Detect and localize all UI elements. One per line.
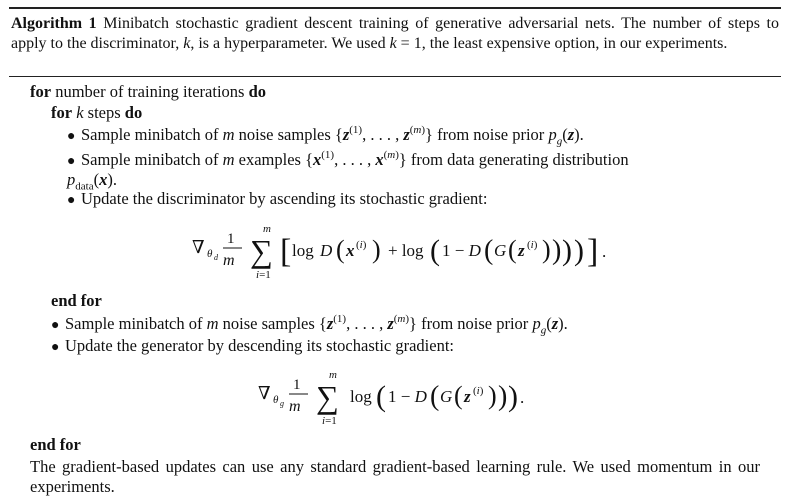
outer-end-for <box>30 435 81 455</box>
svg-text:(: ( <box>430 381 440 412</box>
svg-text:∇: ∇ <box>258 383 271 403</box>
svg-text:g: g <box>280 399 284 408</box>
bullet-sample-examples-cont: $p_{data}(x)$. <box>67 170 117 193</box>
keyword-do: do <box>124 103 143 122</box>
svg-text:1 − D: 1 − D <box>442 241 481 260</box>
algorithm-caption-text: Minibatch stochastic gradient descent training of generative adversarial nets. The number of steps to apply to the discriminator, k, is a hyperparameter. We used k = 1, the least expensive option, in our experiments. <box>11 15 780 52</box>
bullet-update-generator <box>51 336 454 358</box>
svg-text:m: m <box>223 252 235 269</box>
caption-rule <box>9 76 781 77</box>
svg-text:]: ] <box>587 233 599 270</box>
svg-text:θ: θ <box>207 248 213 260</box>
discriminator-gradient-formula <box>192 220 652 286</box>
keyword-do: do <box>248 82 267 101</box>
svg-text:(i): (i) <box>473 385 484 397</box>
svg-text:i=1: i=1 <box>322 415 337 427</box>
algorithm-label: Algorithm 1 <box>11 15 97 32</box>
update-generator-text: Update the generator by descending its stochastic gradient: <box>65 336 454 355</box>
bullet-sample-noise-d: ● Sample minibatch of m noise samples {$z^{(1)}$, . . . , $z^{(m)}$} from noise prior $p_g(z)$. <box>67 123 584 148</box>
top-rule <box>9 7 781 9</box>
keyword-end-for: end for <box>51 291 102 310</box>
svg-text:1: 1 <box>227 231 235 247</box>
svg-text:): ) <box>488 381 497 410</box>
svg-text:(: ( <box>508 235 517 264</box>
svg-text:(: ( <box>336 235 345 264</box>
var-k: k <box>76 103 84 122</box>
svg-text:x: x <box>346 241 355 260</box>
equation-generator <box>258 366 578 437</box>
svg-text:(: ( <box>376 380 386 413</box>
svg-text:[: [ <box>280 233 292 270</box>
svg-text:log: log <box>350 387 372 406</box>
svg-text:∑: ∑ <box>250 233 273 269</box>
bullet-icon: ● <box>67 129 76 144</box>
bullet-icon: ● <box>51 340 60 355</box>
keyword-for: for <box>30 82 52 101</box>
bullet-update-discriminator <box>67 189 487 211</box>
svg-text:log: log <box>292 241 314 260</box>
svg-text:m: m <box>263 223 271 235</box>
svg-text:(: ( <box>430 234 440 267</box>
svg-text:): ) <box>372 235 381 264</box>
svg-text:(: ( <box>484 235 494 266</box>
svg-text:): ) <box>542 235 551 264</box>
keyword-for: for <box>51 103 73 122</box>
svg-text:d: d <box>214 253 218 262</box>
svg-text:): ) <box>562 234 572 267</box>
svg-text:): ) <box>552 235 562 266</box>
bullet-sample-examples: ● Sample minibatch of m examples {$x^{(1)}$, . . . , $x^{(m)}$} from data generating distribution <box>67 150 761 172</box>
svg-text:G: G <box>494 241 507 260</box>
svg-text:i=1: i=1 <box>256 269 271 281</box>
svg-text:1 − D: 1 − D <box>388 387 427 406</box>
inner-end-for <box>51 291 102 311</box>
generator-gradient-formula <box>258 366 578 432</box>
svg-text:(i): (i) <box>527 239 538 251</box>
svg-text:m: m <box>289 398 301 415</box>
bullet-icon: ● <box>67 193 76 208</box>
svg-text:z: z <box>464 387 471 406</box>
svg-text:): ) <box>574 234 584 267</box>
inner-for-text: steps <box>87 103 121 122</box>
svg-text:+ log: + log <box>388 241 424 260</box>
bullet-icon: ● <box>51 318 60 333</box>
svg-text:.: . <box>602 242 607 261</box>
svg-text:θ: θ <box>273 394 279 406</box>
equation-discriminator <box>192 220 652 291</box>
bullet-sample-noise-g: ● Sample minibatch of m noise samples {$z^{(1)}$, . . . , $z^{(m)}$} from noise prior $p_g(z)$. <box>51 312 568 337</box>
svg-text:∇: ∇ <box>192 237 205 257</box>
svg-text:.: . <box>520 388 525 407</box>
svg-text:): ) <box>508 380 518 413</box>
footer-note: The gradient-based updates can use any standard gradient-based learning rule. We used momentum in our experiments. <box>30 457 760 496</box>
outer-for-line <box>30 82 266 102</box>
svg-text:): ) <box>498 381 508 412</box>
algorithm-caption <box>11 14 779 54</box>
svg-text:G: G <box>440 387 453 406</box>
update-discriminator-text: Update the discriminator by ascending its stochastic gradient: <box>81 189 488 208</box>
inner-for-line <box>51 103 142 123</box>
svg-text:(i): (i) <box>356 239 367 251</box>
bullet-icon: ● <box>67 154 76 169</box>
svg-text:∑: ∑ <box>316 379 339 415</box>
svg-text:1: 1 <box>293 377 301 393</box>
outer-for-text: number of training iterations <box>55 82 245 101</box>
svg-text:m: m <box>329 369 337 381</box>
svg-text:D: D <box>320 241 333 260</box>
svg-text:(: ( <box>454 381 463 410</box>
svg-text:z: z <box>518 241 525 260</box>
keyword-end-for: end for <box>30 435 81 454</box>
